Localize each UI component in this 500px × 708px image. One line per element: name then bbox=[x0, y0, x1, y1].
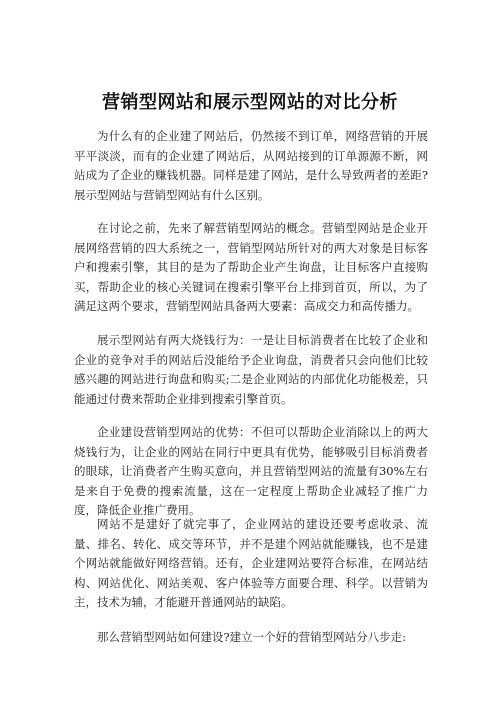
paragraph-6: 那么营销型网站如何建设?建立一个好的营销型网站分八步走: bbox=[97, 630, 407, 644]
document-title: 营销型网站和展示型网站的对比分析 bbox=[102, 92, 398, 113]
paragraph-1: 为什么有的企业建了网站后，仍然接不到订单，网络营销的开展平平淡淡，而有的企业建了网站后，从网站接到的订单源源不断，网站成为了企业的赚钱机器。同样是建了网站，是什么导致两者的差距?展示型网站与营销型网站有什么区别。 bbox=[74, 129, 428, 202]
paragraph-2: 在讨论之前，先来了解营销型网站的概念。营销型网站是企业开展网络营销的四大系统之一，营销型网站所针对的两大对象是目标客户和搜索引擎，其目的是为了帮助企业产生询盘，让目标客户直接购买，帮助企业的核心关键词在搜索引擎平台上排到首页，所以，为了满足这两个要求，营销型网站具备两大要素：高成交力和高传播力。 bbox=[74, 221, 428, 313]
paragraph-3: 展示型网站有两大烧钱行为：一是让目标消费者在比较了企业和企业的竞争对手的网站后没能给予企业询盘，消费者只会向他们比较感兴趣的网站进行询盘和购买;二是企业网站的内部优化功能极差，只能通过付费来帮助企业排到搜索引擎首页。 bbox=[74, 333, 428, 406]
paragraph-4: 企业建设营销型网站的优势：不但可以帮助企业消除以上的两大烧钱行为，让企业的网站在同行中更具有优势，能够吸引目标消费者的眼球，让消费者产生购买意向，并且营销型网站的流量有30%左右是来自于免费的搜索流量，这在一定程度上帮助企业减轻了推广力度，降低企业推广费用。 bbox=[74, 425, 428, 517]
paragraph-5: 网站不是建好了就完事了，企业网站的建设还要考虑收录、流量、排名、转化、成交等环节，并不是建个网站就能赚钱，也不是建个网站就能做好网络营销。还有，企业建网站要符合标准，在网站结构、网站优化、网站美观、客户体验等方面要合理、科学。以营销为主，技术为辅，才能避开普通网站的缺陷。 bbox=[74, 517, 428, 609]
